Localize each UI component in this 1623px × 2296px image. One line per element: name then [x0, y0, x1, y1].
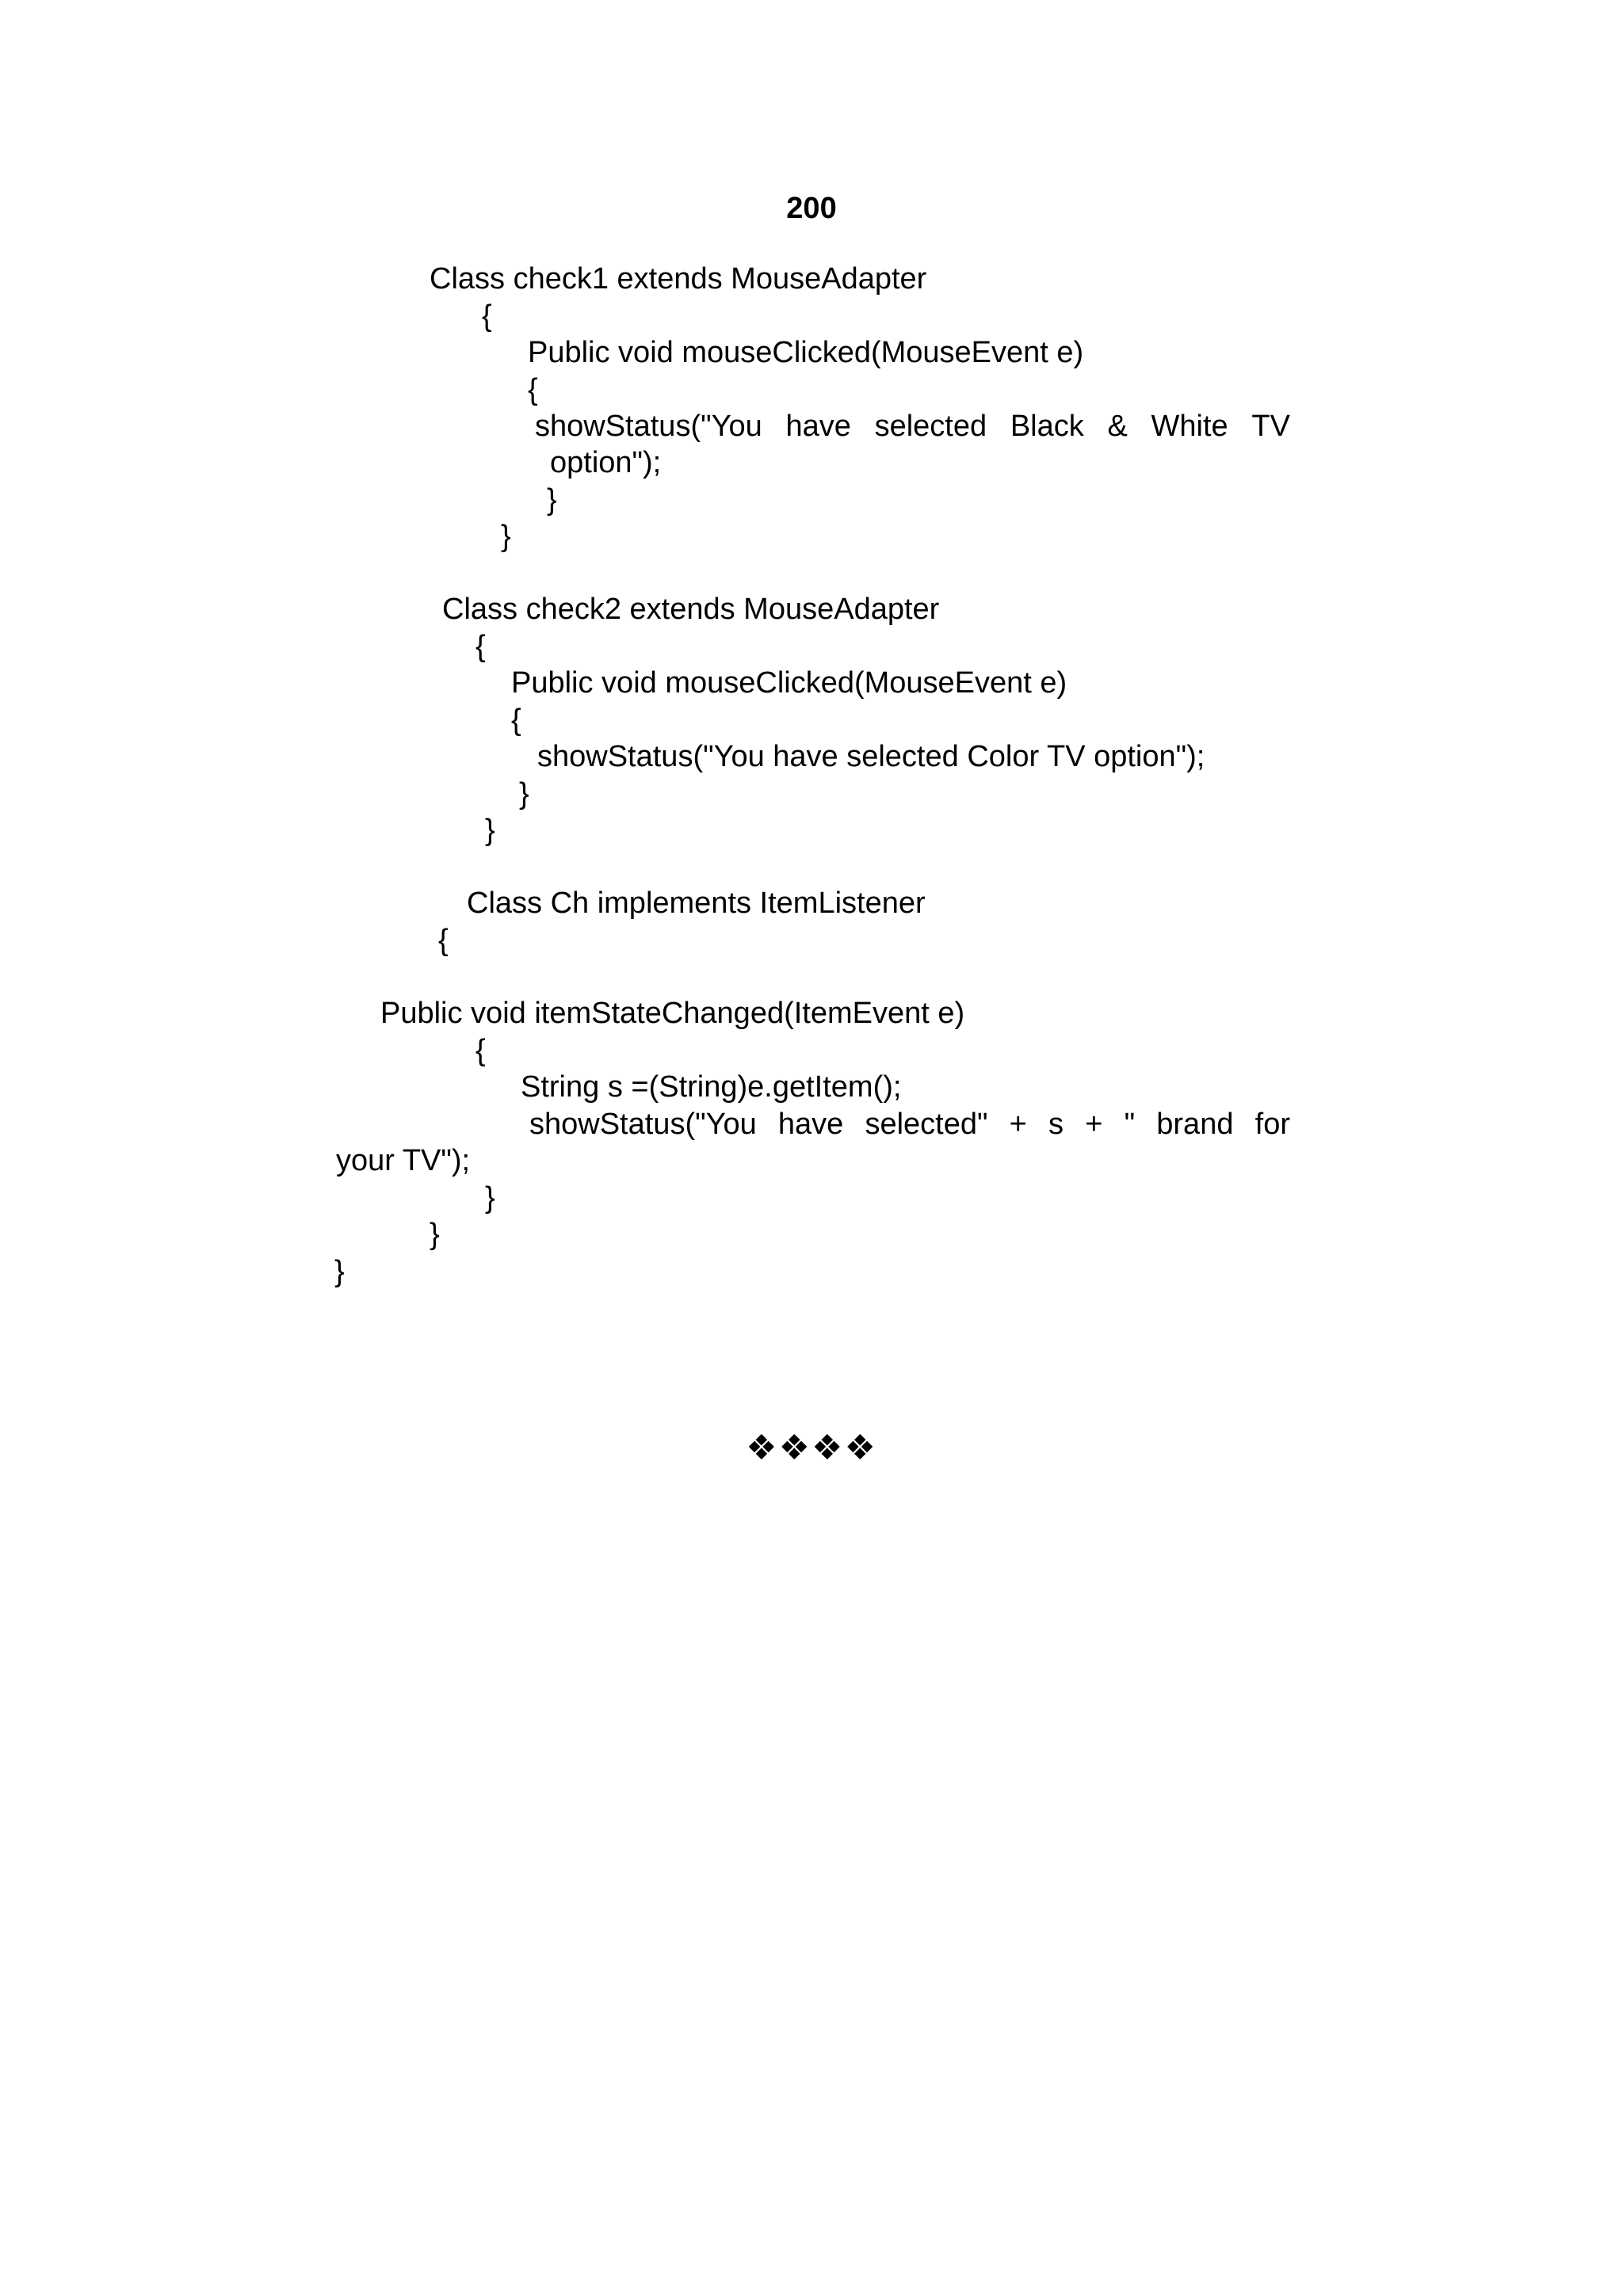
page-number: 200 [786, 192, 837, 225]
code-line: } [485, 814, 495, 847]
code-word: Black [1010, 410, 1084, 443]
code-line: { [528, 373, 538, 406]
code-word: for [1254, 1108, 1290, 1141]
code-line: Class Ch implements ItemListener [467, 887, 926, 920]
code-word: TV [1251, 410, 1290, 443]
code-line: { [475, 1034, 486, 1067]
code-line: { [511, 704, 521, 737]
code-word: brand [1156, 1108, 1234, 1141]
code-word: showStatus("You [535, 410, 762, 443]
code-line: } [501, 520, 511, 553]
code-line: } [519, 777, 529, 810]
code-line: showStatus("You have selected Color TV option"); [537, 740, 1205, 773]
code-word: have [777, 1108, 844, 1141]
code-line: option"); [550, 446, 662, 479]
code-word: + [1009, 1108, 1027, 1141]
code-line: } [334, 1255, 345, 1288]
code-line: Public void mouseClicked(MouseEvent e) [511, 666, 1067, 700]
code-word: s [1048, 1108, 1064, 1141]
code-word: " [1124, 1108, 1136, 1141]
code-line: { [475, 630, 486, 663]
code-word: & [1107, 410, 1128, 443]
code-line: { [482, 299, 492, 333]
code-line-justified [535, 408, 1290, 444]
code-word: selected [874, 410, 987, 443]
code-line: your TV"); [336, 1144, 471, 1177]
end-ornament: ❖❖❖❖ [746, 1428, 877, 1468]
code-word: White [1151, 410, 1228, 443]
code-line: } [485, 1181, 495, 1215]
code-line: { [438, 924, 449, 957]
code-line: } [547, 483, 557, 517]
code-word: + [1085, 1108, 1103, 1141]
code-line: } [430, 1218, 440, 1251]
code-line: String s =(String)e.getItem(); [521, 1070, 902, 1104]
code-word: selected" [865, 1108, 988, 1141]
code-word: showStatus("You [529, 1108, 757, 1141]
code-word: have [785, 410, 851, 443]
code-line: Public void mouseClicked(MouseEvent e) [528, 336, 1084, 369]
code-line-justified [529, 1106, 1290, 1142]
code-line: Class check2 extends MouseAdapter [442, 593, 940, 626]
code-line: Public void itemStateChanged(ItemEvent e) [380, 997, 965, 1030]
code-line: Class check1 extends MouseAdapter [430, 262, 927, 296]
